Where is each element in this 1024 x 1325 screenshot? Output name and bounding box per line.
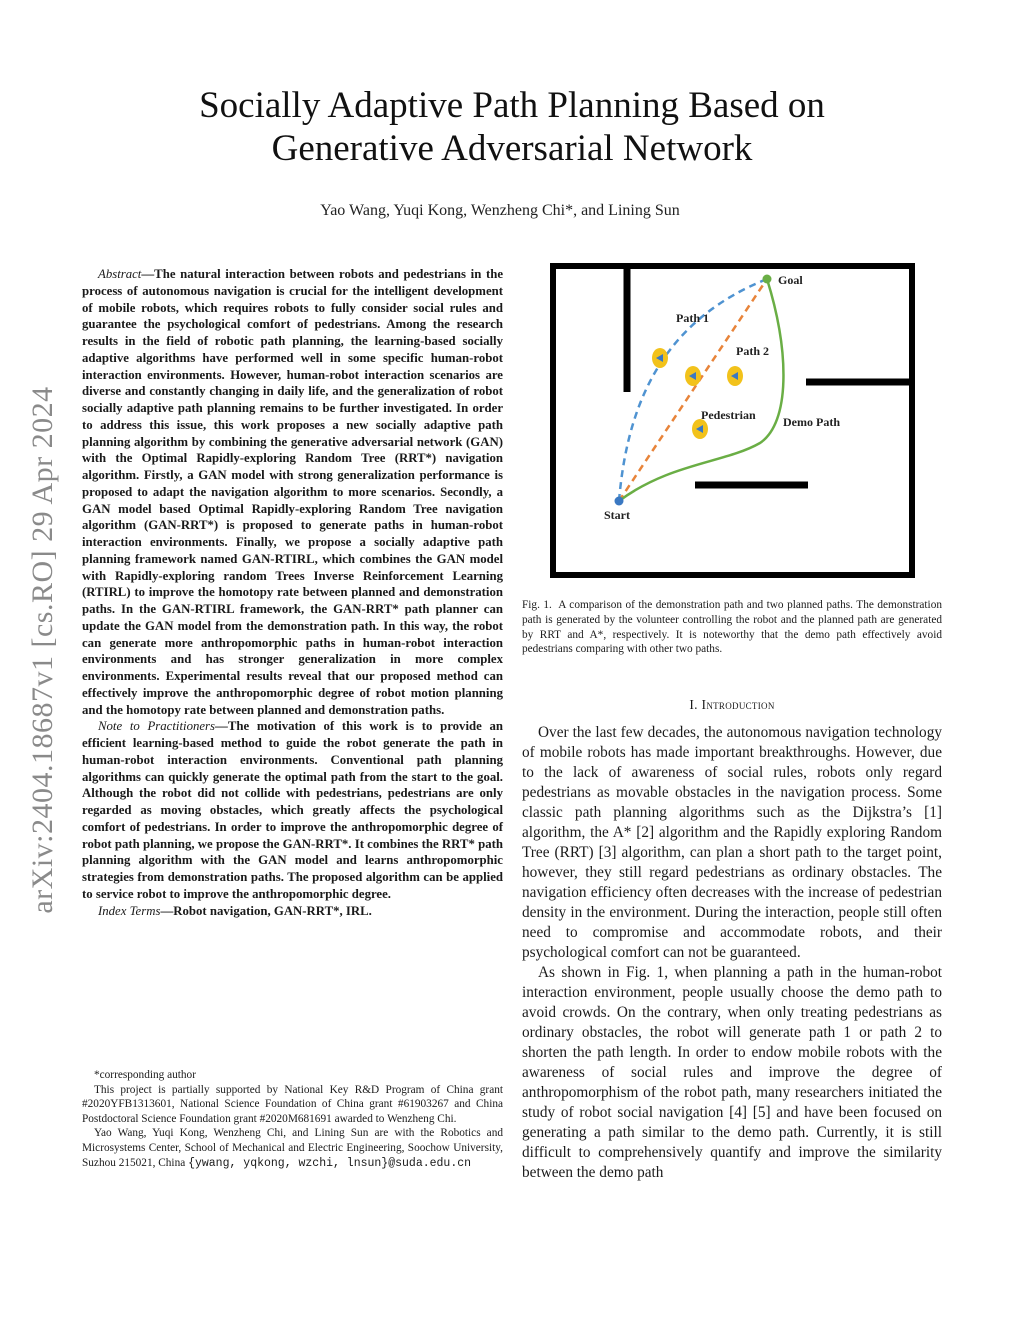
pedestrian-marker <box>692 419 708 439</box>
figure-caption <box>522 598 942 657</box>
figure-1 <box>550 263 916 579</box>
note-paragraph: Note to Practitioners—The motivation of this work is to provide an efficient learning-based method to guide the robot generate the path in human-robot interaction environments. Conventional path planning algorithms can quickly generate the optimal path from the start to the goal. Although the robot did not collide with pedestrians, pedestrians are only regarded as moving obstacles, which greatly affects the psychological comfort of pedestrians. In order to improve the anthropomorphic degree of robot path planning, we propose the GAN-RRT*. It combines the RRT* path planning algorithm with the GAN model and learns anthropomorphic strategies from demonstration paths. The proposed algorithm can be applied to service robot to improve the anthropomorphic degree. <box>82 719 503 901</box>
start-point <box>615 497 624 506</box>
paper-title <box>100 84 924 170</box>
footnote-corresponding: *corresponding author <box>94 1069 196 1081</box>
pedestrian-marker <box>652 348 668 368</box>
arxiv-stamp: arXiv:2404.18687v1 [cs.RO] 29 Apr 2024 <box>26 386 59 914</box>
caption-label: Fig. 1. <box>522 599 552 611</box>
footnote-affiliation <box>82 1126 503 1171</box>
pedestrian-marker <box>727 366 743 386</box>
note-text: The motivation of this work is to provide an efficient learning-based method to guide the robot generate the path in human-robot interaction environments. Conventional path planning algorithms can quickly generate the optimal path from the start to the goal. Although the robot did not collide with pedestrians, pedestrians are only regarded as moving obstacles, which greatly affects the psychological comfort of pedestrians. In order to improve the anthropomorphic degree of robot path planning, we propose the GAN-RRT*. It combines the RRT* path planning algorithm with the GAN model and learns anthropomorphic strategies from demonstration paths. The proposed algorithm can be applied to service robot to improve the anthropomorphic degree. <box>82 719 503 901</box>
pedestrian-marker <box>685 366 701 386</box>
title-line-1: Socially Adaptive Path Planning Based on <box>199 85 825 126</box>
index-terms-label: Index Terms <box>98 903 161 918</box>
path-comparison-diagram <box>550 263 916 579</box>
footnote-funding: This project is partially supported by National Key R&D Program of China grant #2020YFB1313601, National Science Foundation of China grant #61903267 and China Postdoctoral Science Foundation grant #2020M681691 awarded to Wenzheng Chi. <box>82 1083 503 1125</box>
caption-text: A comparison of the demonstration path and two planned paths. The demonstration path is generated by the volunteer controlling the robot and the planned path are generated by RRT and A*, respectively. It is noteworthy that the demo path effectively avoid pedestrians comparing with other two paths. <box>522 599 942 656</box>
introduction-column <box>522 723 942 1183</box>
abstract-paragraph: Abstract—The natural interaction between robots and pedestrians in the process of autonomous navigation is crucial for the intelligent development of mobile robots, which requires robots to fully consider social rules and guarantee the psychological comfort of pedestrians. Among the research results in the field of robotic path planning, the learning-based socially adaptive algorithms have performed well in some specific human-robot interaction environments. However, human-robot interaction scenarios are diverse and constantly changing in daily life, and the generalization of robot socially adaptive path planning remains to be further investigated. In order to address this issue, this work proposes a new socially adaptive path planning algorithm by combining the generative adversarial network (GAN) with the Optimal Rapidly-exploring Random Tree (RRT*) navigation algorithm. Firstly, a GAN model with strong generalization performance is proposed to adapt the navigation algorithm to more scenarios. Secondly, a GAN model based Optimal Rapidly-exploring Random Tree navigation algorithm (GAN-RRT*) is proposed to generate paths in human-robot interaction environments. Finally, we propose a socially adaptive path planning framework named GAN-RTIRL, which combines the GAN model with Rapidly-exploring random Trees Inverse Reinforcement Learning (RTIRL) to improve the homotopy rate between planned and demonstration paths. In the GAN-RTIRL framework, the GAN-RRT* path planner can update the GAN model from the demonstration path. In this way, the robot can generate more anthropomorphic paths in human-robot interaction environments and has stronger generalization in more complex environments. Experimental results reveal that our proposed method can effectively improve the anthropomorphic degree of robot motion planning and the homotopy rate between planned and demonstration paths. <box>82 267 503 717</box>
demo-path-label: Demo Path <box>783 415 840 429</box>
author-list: Yao Wang, Yuqi Kong, Wenzheng Chi*, and Lining Sun <box>320 202 680 219</box>
author-emails: {ywang, yqkong, wzchi, lnsun}@suda.edu.cn <box>188 1156 472 1170</box>
abstract-text: The natural interaction between robots and pedestrians in the process of autonomous navigation is crucial for the intelligent development of mobile robots, which requires robots to fully consider social rules and guarantee the psychological comfort of pedestrians. Among the research results in the field of robotic path planning, the learning-based socially adaptive algorithms have performed well in some specific human-robot interaction environments. However, human-robot interaction scenarios are diverse and constantly changing in daily life, and the generalization of robot socially adaptive path planning remains to be further investigated. In order to address this issue, this work proposes a new socially adaptive path planning algorithm by combining the generative adversarial network (GAN) with the Optimal Rapidly-exploring Random Tree (RRT*) navigation algorithm. Firstly, a GAN model with strong generalization performance is proposed to adapt the navigation algorithm to more scenarios. Secondly, a GAN model based Optimal Rapidly-exploring Random Tree navigation algorithm (GAN-RRT*) is proposed to generate paths in human-robot interaction environments. Finally, we propose a socially adaptive path planning framework named GAN-RTIRL, which combines the GAN model with Rapidly-exploring random Trees Inverse Reinforcement Learning (RTIRL) to improve the homotopy rate between planned and demonstration paths. In the GAN-RTIRL framework, the GAN-RRT* path planner can update the GAN model from the demonstration path. In this way, the robot can generate more anthropomorphic paths in human-robot interaction environments and has stronger generalization in more complex environments. Experimental results reveal that our proposed method can effectively improve the anthropomorphic degree of robot motion planning and the homotopy rate between planned and demonstration paths. <box>82 267 503 717</box>
index-terms-paragraph: Index Terms—Robot navigation, GAN-RRT*, IRL. <box>98 903 372 918</box>
intro-paragraph-2: As shown in Fig. 1, when planning a path in the human-robot interaction environment, people usually choose the demo path to avoid crowds. On the contrary, when only treating pedestrians as ordinary obstacles, the robot will generate path 1 or path 2 to shorten the path length. In order to endow mobile robots with the awareness of social rules and improve the degree of anthropomorphism of the robot path, many researchers initiated the study of robot social navigation [4] [5] and have been focused on generating a path similar to the demo path. Currently, it is still difficult to comprehensively quantify and improve the similarity between the demo path <box>522 964 942 1181</box>
start-label: Start <box>604 508 630 522</box>
index-terms-text: Robot navigation, GAN-RRT*, IRL. <box>173 903 372 918</box>
abstract-label: Abstract <box>98 267 142 281</box>
section-title: Introduction <box>701 697 775 712</box>
pedestrian-label: Pedestrian <box>701 408 756 422</box>
note-label: Note to Practitioners <box>98 719 216 734</box>
section-number: I. <box>689 697 698 712</box>
footnotes <box>82 1068 503 1171</box>
goal-point <box>763 275 772 284</box>
title-line-2: Generative Adversarial Network <box>271 128 753 169</box>
abstract-column <box>82 266 503 919</box>
path-2-label: Path 2 <box>736 344 769 358</box>
goal-label: Goal <box>778 273 803 287</box>
affiliation-text: Yao Wang, Yuqi Kong, Wenzheng Chi, and Lining Sun are with the Robotics and Microsystems Center, School of Mechanical and Electric Engineering, Soochow University, Suzhou 215021, China <box>82 1127 503 1169</box>
intro-paragraph-1: Over the last few decades, the autonomous navigation technology of mobile robots has made important breakthroughs. However, due to the lack of awareness of social rules, robots only regard pedestrians as movable obstacles in the navigation process. Some classic path planning algorithms such as the Dijkstra’s [1] algorithm, the A* [2] algorithm and the Rapidly exploring Random Tree (RRT) [3] algorithm, can plan a short path to the target point, however, they still regard pedestrians as ordinary obstacles. The navigation efficiency often decreases with the increase of pedestrian density in the environment. During the interaction, people still often need to compromise and accommodate robots, and their psychological comfort can not be guaranteed. <box>522 724 942 961</box>
arxiv-stamp-container <box>0 0 60 1325</box>
section-heading <box>522 697 942 713</box>
path-1-label: Path 1 <box>676 311 709 325</box>
